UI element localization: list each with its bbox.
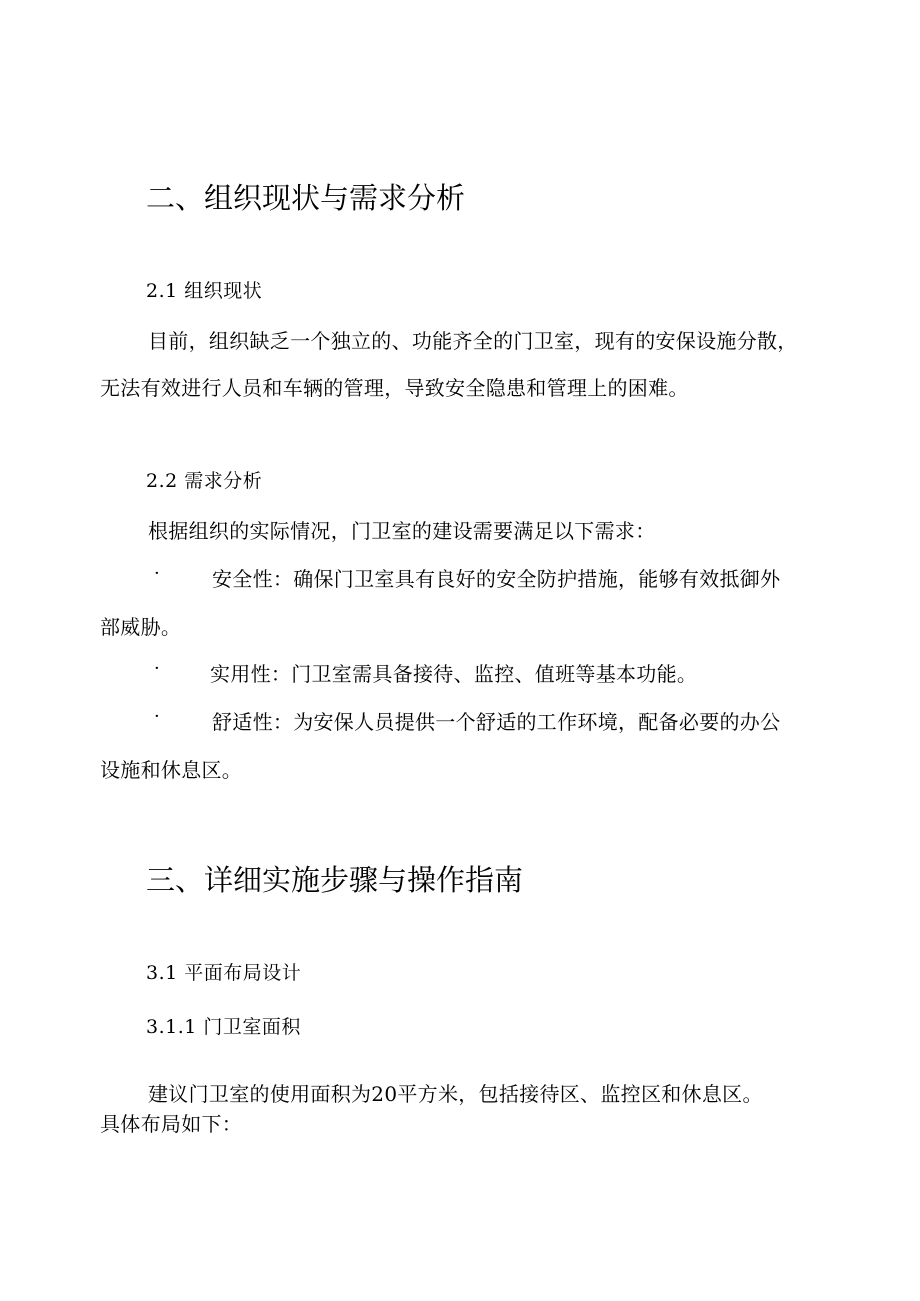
bullet-marker: · bbox=[154, 658, 160, 679]
paragraph-3-1-1-line-2: 具体布局如下： bbox=[100, 1112, 243, 1136]
bullet-1-line-2: 部威胁。 bbox=[100, 615, 182, 639]
bullet-3-line-2: 设施和休息区。 bbox=[100, 758, 243, 782]
bullet-marker: · bbox=[154, 563, 160, 584]
paragraph-2-1-line-2: 无法有效进行人员和车辆的管理，导致安全隐患和管理上的困难。 bbox=[100, 376, 689, 400]
paragraph-2-1-line-1: 目前，组织缺乏一个独立的、功能齐全的门卫室，现有的安保设施分散， bbox=[148, 329, 798, 353]
subsection-2-2-heading: 2.2 需求分析 bbox=[146, 470, 263, 492]
subsection-3-1-1-heading: 3.1.1 门卫室面积 bbox=[146, 1016, 301, 1038]
subsection-2-1-heading: 2.1 组织现状 bbox=[146, 280, 263, 302]
bullet-marker: · bbox=[154, 706, 160, 727]
bullet-2-line-1: 实用性：门卫室需具备接待、监控、值班等基本功能。 bbox=[210, 662, 698, 686]
section-3-title: 三、详细实施步骤与操作指南 bbox=[146, 863, 524, 897]
paragraph-2-2-intro: 根据组织的实际情况，门卫室的建设需要满足以下需求： bbox=[148, 519, 656, 543]
bullet-1-line-1: 安全性：确保门卫室具有良好的安全防护措施，能够有效抵御外 bbox=[212, 567, 781, 591]
bullet-3-line-1: 舒适性：为安保人员提供一个舒适的工作环境，配备必要的办公 bbox=[212, 710, 781, 734]
subsection-3-1-heading: 3.1 平面布局设计 bbox=[146, 962, 302, 984]
paragraph-3-1-1-line-1: 建议门卫室的使用面积为20平方米，包括接待区、监控区和休息区。 bbox=[148, 1082, 763, 1106]
section-2-title: 二、组织现状与需求分析 bbox=[146, 181, 466, 215]
